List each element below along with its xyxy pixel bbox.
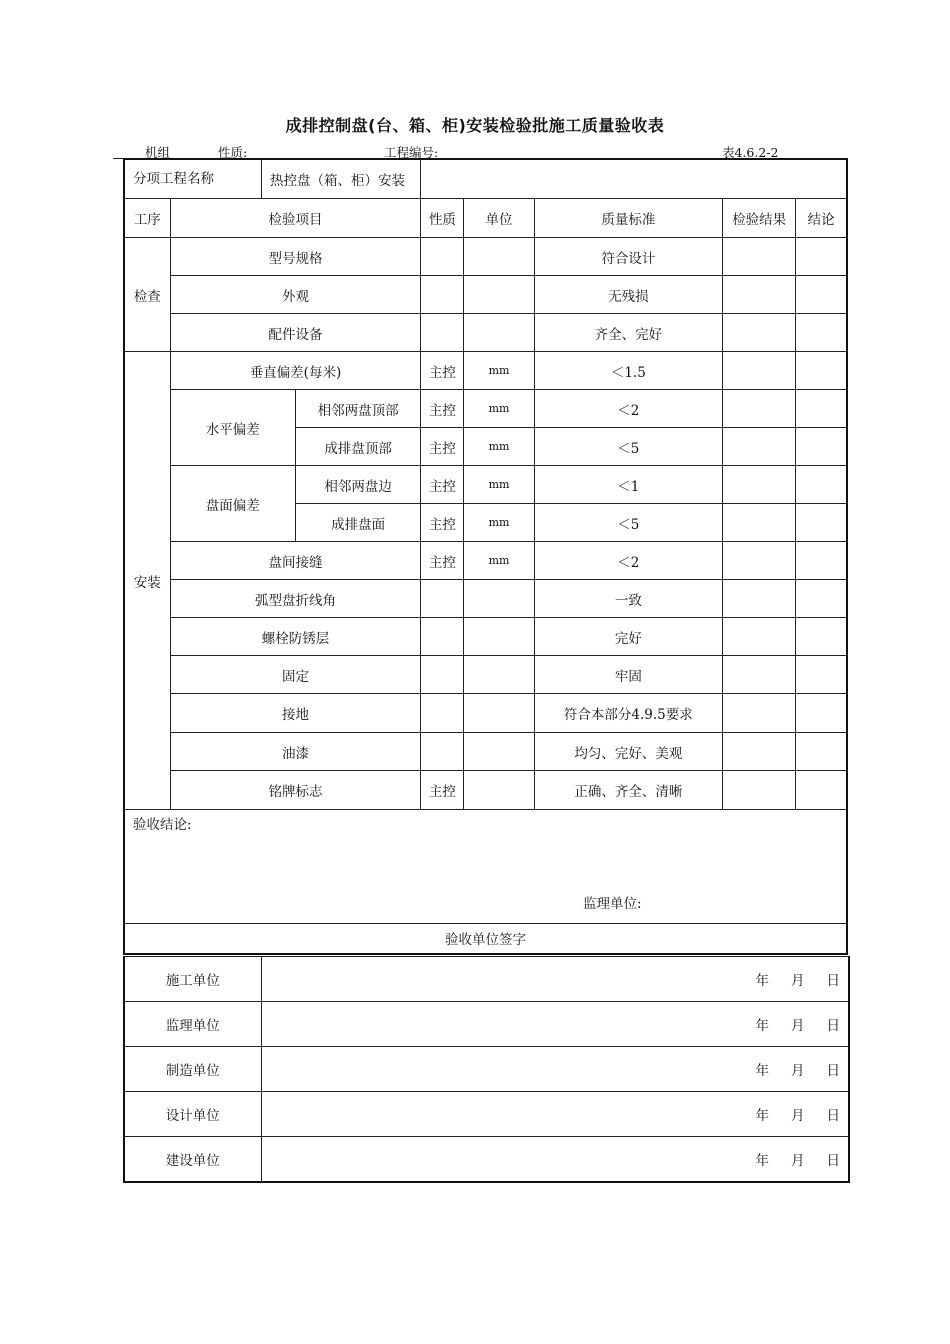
signature-row <box>124 1047 849 1092</box>
table-row <box>124 466 847 504</box>
conclusion-cell[interactable] <box>796 276 847 314</box>
unit-cell: mm <box>464 504 534 542</box>
table-row <box>124 694 847 733</box>
item-cell: 螺栓防锈层 <box>170 618 421 656</box>
item-group-horizontal: 水平偏差 <box>170 390 295 466</box>
project-no-label: 工程编号: <box>384 145 439 160</box>
standard-cell: 符合本部分4.9.5要求 <box>534 694 723 733</box>
date-day-label: 日 <box>826 973 840 989</box>
standard-cell: 完好 <box>534 618 723 656</box>
unit-cell <box>464 694 534 733</box>
nature-cell: 主控 <box>421 504 464 542</box>
signature-unit: 制造单位 <box>124 1047 261 1092</box>
result-cell[interactable] <box>723 542 796 580</box>
unit-cell <box>464 656 534 694</box>
subproject-label <box>124 159 421 199</box>
sub-item-cell: 成排盘顶部 <box>295 428 420 466</box>
date-year-label: 年 <box>755 1153 769 1169</box>
signature-field[interactable] <box>261 1137 849 1183</box>
date-year-label: 年 <box>755 1018 769 1034</box>
table-row <box>124 238 847 276</box>
signature-date <box>734 1149 841 1169</box>
result-cell[interactable] <box>723 694 796 733</box>
table-row <box>124 276 847 314</box>
table-row <box>124 542 847 580</box>
standard-cell: ＜5 <box>534 504 723 542</box>
unit-cell: mm <box>464 352 534 390</box>
nature-cell: 主控 <box>421 542 464 580</box>
result-cell[interactable] <box>723 733 796 771</box>
result-cell[interactable] <box>723 656 796 694</box>
conclusion-area[interactable] <box>124 810 847 924</box>
column-header-row <box>124 199 847 238</box>
conclusion-row <box>124 810 847 924</box>
item-cell: 固定 <box>170 656 421 694</box>
process-install: 安装 <box>124 352 170 810</box>
form-title: 成排控制盘(台、箱、柜)安装检验批施工质量验收表 <box>285 116 665 135</box>
date-year-label: 年 <box>755 1108 769 1124</box>
col-standard: 质量标准 <box>534 199 723 238</box>
item-cell: 型号规格 <box>170 238 421 276</box>
date-month-label: 月 <box>791 1153 805 1169</box>
sub-item-cell: 相邻两盘顶部 <box>295 390 420 428</box>
standard-cell: 正确、齐全、清晰 <box>534 771 723 810</box>
unit-cell <box>464 771 534 810</box>
signature-unit: 施工单位 <box>124 957 261 1002</box>
nature-cell <box>421 733 464 771</box>
result-cell[interactable] <box>723 390 796 428</box>
signature-field[interactable] <box>261 1002 849 1047</box>
table-row <box>124 618 847 656</box>
item-cell: 接地 <box>170 694 421 733</box>
standard-cell: ＜2 <box>534 390 723 428</box>
unit-cell: mm <box>464 466 534 504</box>
table-row <box>124 352 847 390</box>
item-cell: 垂直偏差(每米) <box>170 352 421 390</box>
date-day-label: 日 <box>826 1063 840 1079</box>
signature-date <box>734 1104 841 1124</box>
nature-cell: 主控 <box>421 390 464 428</box>
date-day-label: 日 <box>826 1108 840 1124</box>
table-row <box>124 390 847 428</box>
signature-table <box>123 956 850 1183</box>
table-row <box>124 733 847 771</box>
conclusion-cell[interactable] <box>796 352 847 390</box>
supervisor-label: 监理单位: <box>583 896 642 912</box>
signature-title: 验收单位签字 <box>124 924 847 954</box>
signature-unit: 监理单位 <box>124 1002 261 1047</box>
conclusion-cell[interactable] <box>796 771 847 810</box>
conclusion-cell[interactable] <box>796 542 847 580</box>
nature-cell <box>421 580 464 618</box>
unit-cell: mm <box>464 428 534 466</box>
inspection-table <box>123 158 848 955</box>
standard-cell: 均匀、完好、美观 <box>534 733 723 771</box>
conclusion-cell[interactable] <box>796 580 847 618</box>
item-cell: 弧型盘折线角 <box>170 580 421 618</box>
standard-cell: 无残损 <box>534 276 723 314</box>
signature-row <box>124 1092 849 1137</box>
signature-title-row <box>124 924 847 954</box>
item-cell: 盘间接缝 <box>170 542 421 580</box>
sub-item-cell: 成排盘面 <box>295 504 420 542</box>
date-month-label: 月 <box>791 1018 805 1034</box>
date-month-label: 月 <box>791 973 805 989</box>
col-process: 工序 <box>124 199 170 238</box>
standard-cell: 齐全、完好 <box>534 314 723 352</box>
table-row <box>124 771 847 810</box>
table-row <box>124 656 847 694</box>
result-cell[interactable] <box>723 428 796 466</box>
date-month-label: 月 <box>791 1063 805 1079</box>
conclusion-cell[interactable] <box>796 238 847 276</box>
signature-date <box>734 1059 841 1079</box>
sub-item-cell: 相邻两盘边 <box>295 466 420 504</box>
item-cell: 配件设备 <box>170 314 421 352</box>
nature-cell <box>421 694 464 733</box>
signature-row <box>124 1137 849 1183</box>
standard-cell: ＜1.5 <box>534 352 723 390</box>
signature-date <box>734 969 841 989</box>
standard-cell: 牢固 <box>534 656 723 694</box>
conclusion-cell[interactable] <box>796 618 847 656</box>
signature-row <box>124 1002 849 1047</box>
signature-unit: 建设单位 <box>124 1137 261 1183</box>
item-cell: 外观 <box>170 276 421 314</box>
date-year-label: 年 <box>755 973 769 989</box>
signature-row <box>124 957 849 1002</box>
result-cell[interactable] <box>723 466 796 504</box>
nature-label: 性质: <box>218 145 248 160</box>
conclusion-cell[interactable] <box>796 390 847 428</box>
date-month-label: 月 <box>791 1108 805 1124</box>
conclusion-cell[interactable] <box>796 314 847 352</box>
subproject-filler <box>421 159 847 199</box>
unit-cell <box>464 618 534 656</box>
result-cell[interactable] <box>723 276 796 314</box>
conclusion-cell[interactable] <box>796 504 847 542</box>
result-cell[interactable] <box>723 504 796 542</box>
nature-cell <box>421 618 464 656</box>
table-row <box>124 314 847 352</box>
col-unit: 单位 <box>464 199 534 238</box>
result-cell[interactable] <box>723 352 796 390</box>
item-cell: 铭牌标志 <box>170 771 421 810</box>
standard-cell: 一致 <box>534 580 723 618</box>
signature-unit: 设计单位 <box>124 1092 261 1137</box>
conclusion-label: 验收结论: <box>133 817 192 833</box>
subproject-value: 热控盘（箱、柜）安装 <box>270 173 405 189</box>
conclusion-cell[interactable] <box>796 656 847 694</box>
unit-cell: mm <box>464 542 534 580</box>
item-group-surface: 盘面偏差 <box>170 466 295 542</box>
unit-prefix-label: 机组 <box>145 145 171 160</box>
item-cell: 油漆 <box>170 733 421 771</box>
result-cell[interactable] <box>723 580 796 618</box>
conclusion-cell[interactable] <box>796 466 847 504</box>
result-cell[interactable] <box>723 314 796 352</box>
col-conclusion: 结论 <box>796 199 847 238</box>
col-item: 检验项目 <box>170 199 421 238</box>
conclusion-cell[interactable] <box>796 733 847 771</box>
result-cell[interactable] <box>723 771 796 810</box>
nature-cell: 主控 <box>421 771 464 810</box>
date-day-label: 日 <box>826 1153 840 1169</box>
conclusion-cell[interactable] <box>796 428 847 466</box>
nature-cell <box>421 656 464 694</box>
result-cell[interactable] <box>723 238 796 276</box>
conclusion-cell[interactable] <box>796 694 847 733</box>
standard-cell: ＜2 <box>534 542 723 580</box>
result-cell[interactable] <box>723 618 796 656</box>
standard-cell: ＜1 <box>534 466 723 504</box>
signature-date <box>734 1014 841 1034</box>
standard-cell: ＜5 <box>534 428 723 466</box>
unit-cell: mm <box>464 390 534 428</box>
subproject-label-text: 分项工程名称 <box>125 160 262 198</box>
unit-cell <box>464 580 534 618</box>
nature-cell: 主控 <box>421 466 464 504</box>
col-nature: 性质 <box>421 199 464 238</box>
date-year-label: 年 <box>755 1063 769 1079</box>
table-no-label: 表4.6.2-2 <box>722 145 779 160</box>
nature-cell: 主控 <box>421 428 464 466</box>
standard-cell: 符合设计 <box>534 238 723 276</box>
table-row <box>124 580 847 618</box>
unit-cell <box>464 733 534 771</box>
subproject-row <box>124 159 847 199</box>
date-day-label: 日 <box>826 1018 840 1034</box>
signature-field[interactable] <box>261 1092 849 1137</box>
process-check: 检查 <box>124 238 170 352</box>
col-result: 检验结果 <box>723 199 796 238</box>
signature-field[interactable] <box>261 957 849 1002</box>
nature-cell: 主控 <box>421 352 464 390</box>
signature-field[interactable] <box>261 1047 849 1092</box>
